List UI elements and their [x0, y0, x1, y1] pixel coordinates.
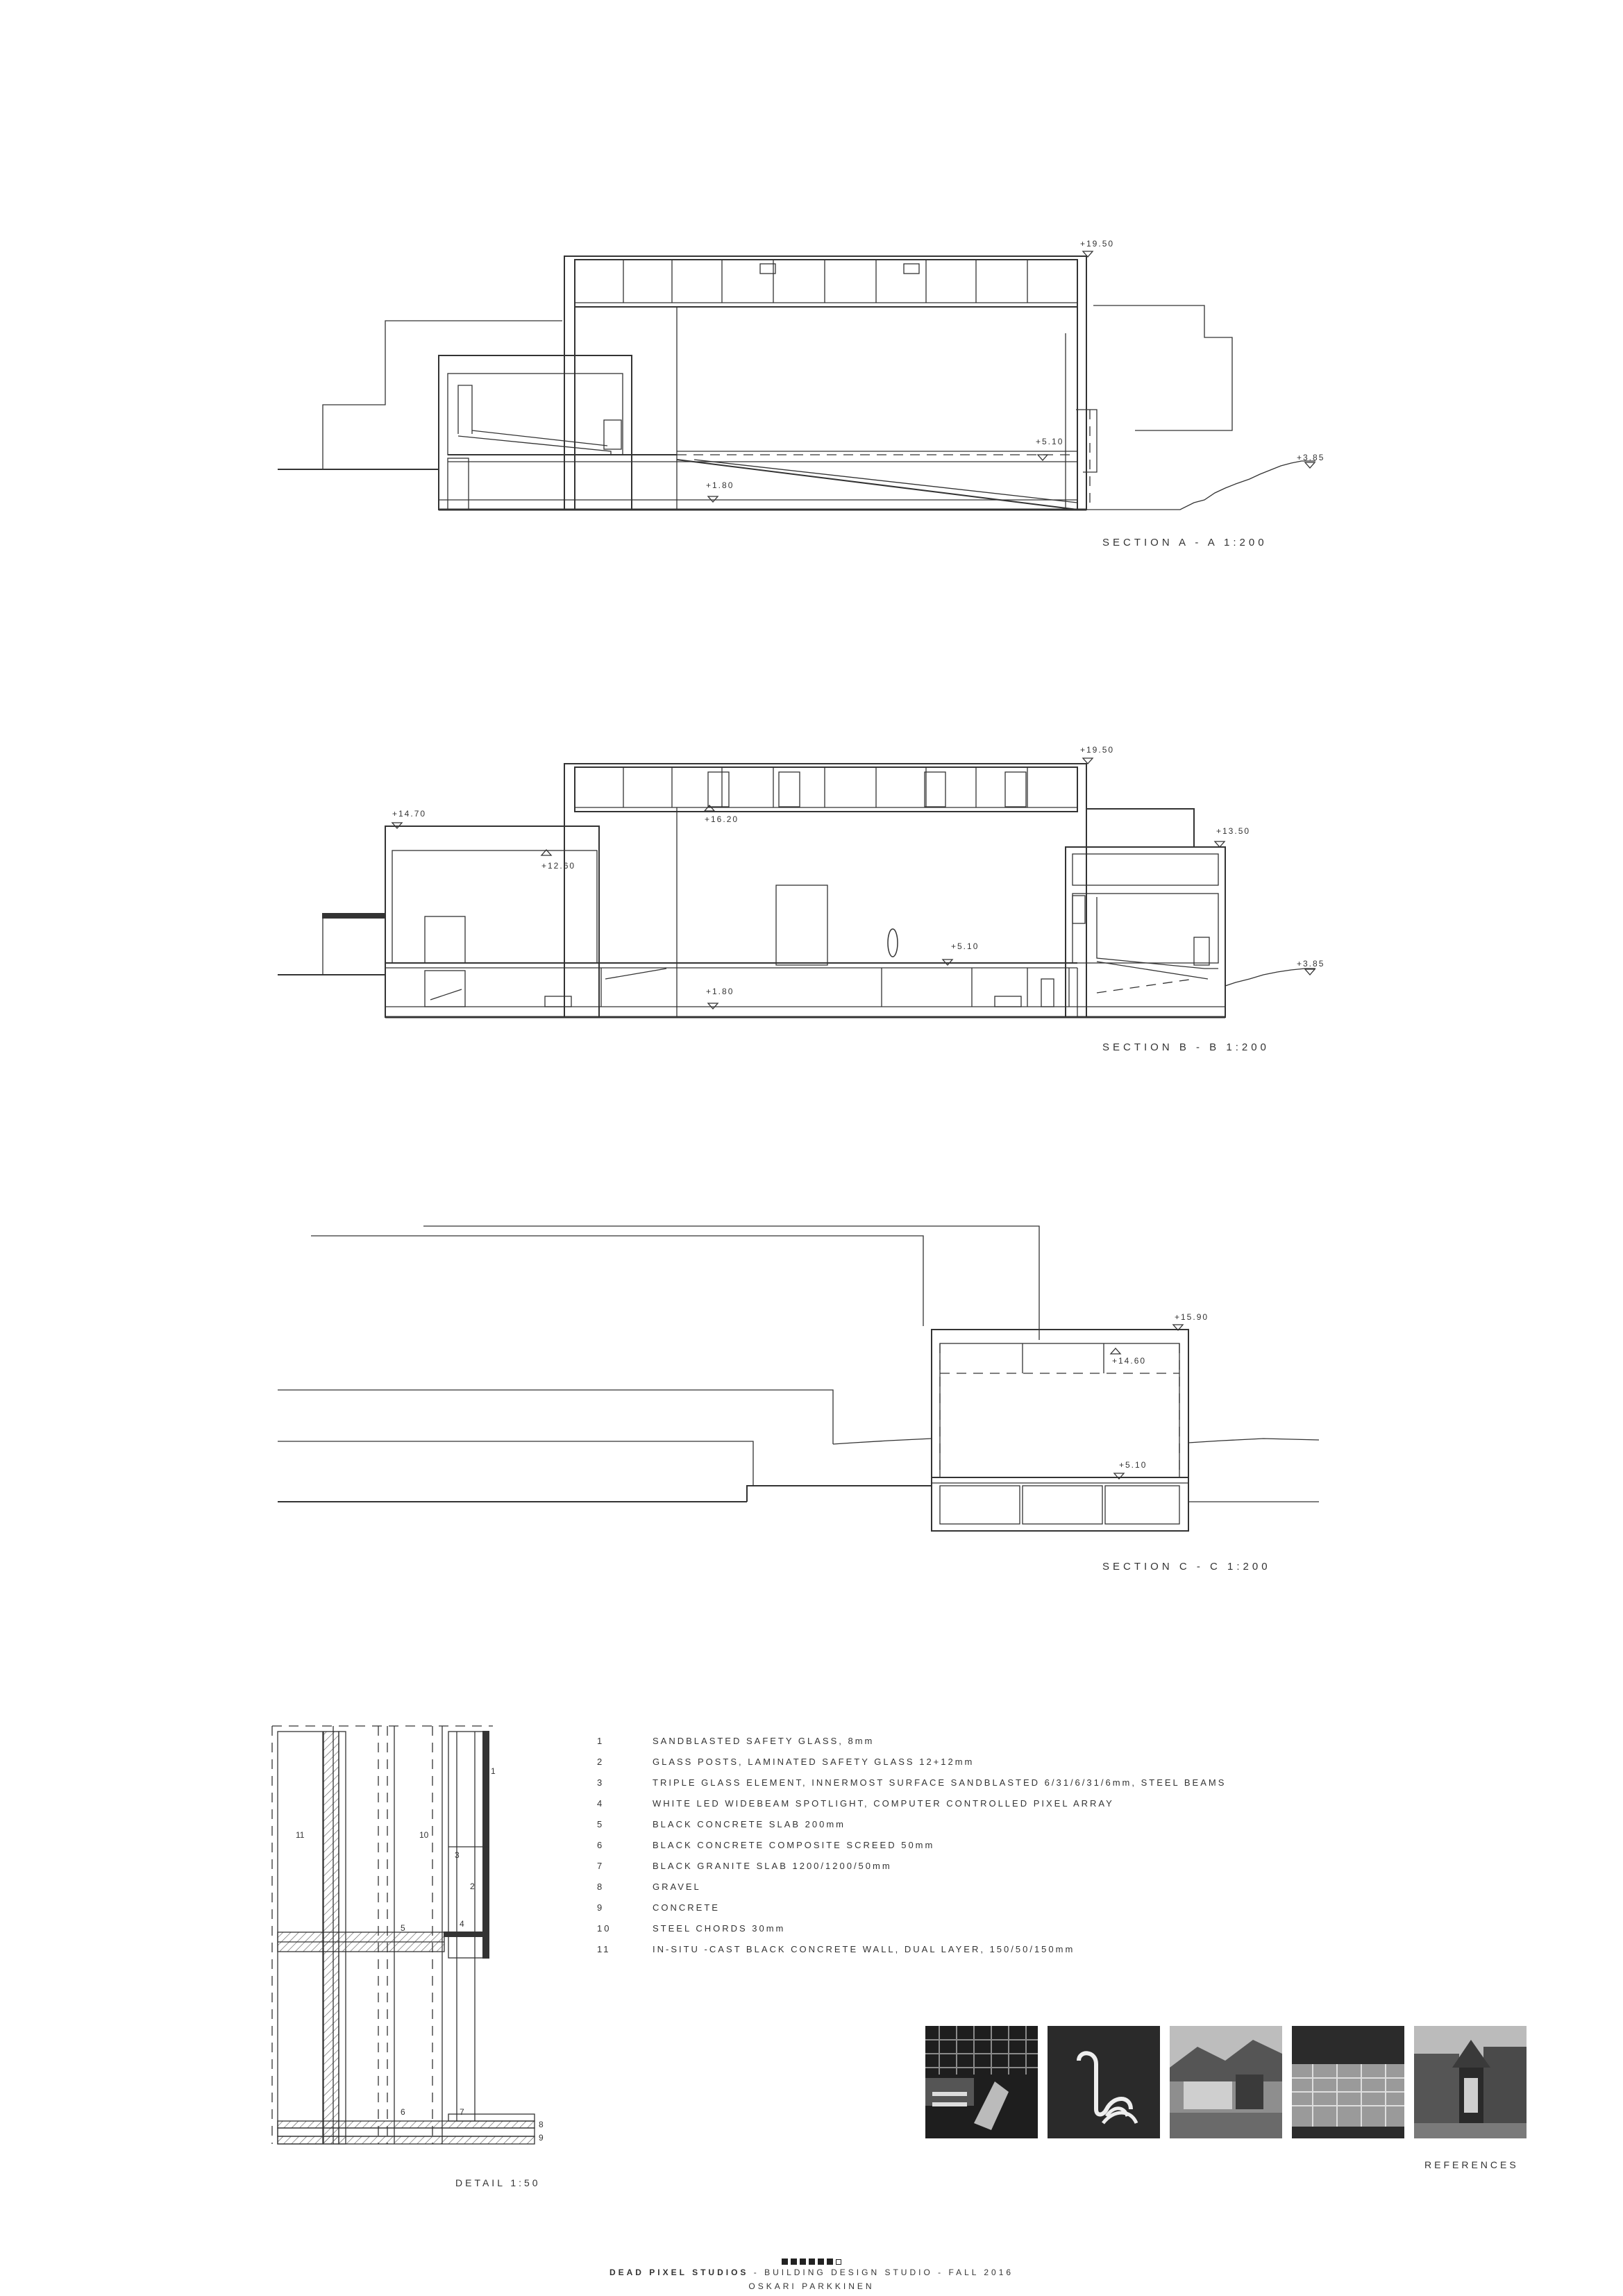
legend-text: CONCRETE — [653, 1902, 720, 1913]
legend-number: 11 — [597, 1944, 611, 1954]
square-icon — [791, 2259, 797, 2265]
reference-image-grid-ceiling — [925, 2026, 1038, 2138]
detail-number: 9 — [539, 2133, 544, 2143]
detail-number: 11 — [296, 1830, 305, 1840]
legend-text: IN-SITU -CAST BLACK CONCRETE WALL, DUAL LAYER, 150/50/150mm — [653, 1944, 1075, 1954]
detail-number: 4 — [460, 1919, 464, 1929]
square-icon — [800, 2259, 806, 2265]
section-c-drawing — [278, 1226, 1319, 1531]
reference-image-glass-blocks — [1292, 2026, 1404, 2138]
section-a-drawing — [278, 251, 1315, 510]
legend-item — [597, 1798, 1222, 1813]
detail-number: 5 — [401, 1923, 405, 1933]
legend-item — [597, 1736, 1222, 1751]
level-label: +12.60 — [541, 861, 576, 871]
course-name: - BUILDING DESIGN STUDIO - FALL 2016 — [748, 2268, 1014, 2277]
level-label: +19.50 — [1080, 239, 1115, 249]
level-label: +3.85 — [1297, 453, 1325, 462]
legend-number: 7 — [597, 1861, 605, 1871]
logo-squares — [782, 2256, 844, 2268]
legend-item — [597, 1882, 1222, 1897]
legend-text: GRAVEL — [653, 1882, 701, 1892]
legend-text: SANDBLASTED SAFETY GLASS, 8mm — [653, 1736, 875, 1746]
level-label: +1.80 — [706, 480, 734, 490]
footer-line-1 — [0, 2268, 1623, 2277]
level-label: +5.10 — [1036, 437, 1064, 446]
level-label: +19.50 — [1080, 745, 1115, 755]
legend-number: 8 — [597, 1882, 605, 1892]
section-b-title: SECTION B - B 1:200 — [1102, 1041, 1270, 1053]
square-outline-icon — [836, 2259, 841, 2265]
detail-number: 1 — [491, 1766, 496, 1776]
legend-text: TRIPLE GLASS ELEMENT, INNERMOST SURFACE SANDBLASTED 6/31/6/31/6mm, STEEL BEAMS — [653, 1777, 1227, 1788]
section-a-title: SECTION A - A 1:200 — [1102, 537, 1268, 548]
level-label: +15.90 — [1175, 1312, 1209, 1322]
level-label: +1.80 — [706, 987, 734, 996]
detail-drawing — [272, 1726, 535, 2144]
reference-image-swan-logo — [1048, 2026, 1160, 2138]
level-label: +14.60 — [1112, 1356, 1147, 1366]
square-icon — [809, 2259, 815, 2265]
legend-number: 4 — [597, 1798, 605, 1809]
detail-title: DETAIL 1:50 — [455, 2177, 541, 2188]
square-icon — [782, 2259, 788, 2265]
author-name: OSKARI PARKKINEN — [748, 2281, 875, 2291]
detail-number: 6 — [401, 2107, 405, 2117]
reference-image-ruins — [1170, 2026, 1282, 2138]
studio-name: DEAD PIXEL STUDIOS — [609, 2268, 749, 2277]
square-icon — [818, 2259, 824, 2265]
legend-text: BLACK GRANITE SLAB 1200/1200/50mm — [653, 1861, 892, 1871]
level-label: +13.50 — [1216, 826, 1251, 836]
legend-text: WHITE LED WIDEBEAM SPOTLIGHT, COMPUTER CONTROLLED PIXEL ARRAY — [653, 1798, 1114, 1809]
level-label: +16.20 — [705, 814, 739, 824]
legend-text: STEEL CHORDS 30mm — [653, 1923, 786, 1934]
level-label: +14.70 — [392, 809, 427, 819]
legend-item — [597, 1944, 1222, 1959]
legend-text: GLASS POSTS, LAMINATED SAFETY GLASS 12+12mm — [653, 1757, 975, 1767]
square-icon — [827, 2259, 833, 2265]
legend-number: 9 — [597, 1902, 605, 1913]
section-c-title: SECTION C - C 1:200 — [1102, 1561, 1271, 1573]
level-label: +3.85 — [1297, 959, 1325, 969]
legend-item — [597, 1840, 1222, 1855]
legend-number: 2 — [597, 1757, 605, 1767]
legend-text: BLACK CONCRETE COMPOSITE SCREED 50mm — [653, 1840, 935, 1850]
legend-number: 10 — [597, 1923, 612, 1934]
legend-item — [597, 1923, 1222, 1938]
reference-image-wooden-gate — [1414, 2026, 1527, 2138]
legend-text: BLACK CONCRETE SLAB 200mm — [653, 1819, 846, 1829]
legend-number: 6 — [597, 1840, 605, 1850]
level-label: +5.10 — [1119, 1460, 1147, 1470]
legend-item — [597, 1819, 1222, 1834]
section-b-drawing — [278, 758, 1315, 1017]
legend-item — [597, 1777, 1227, 1793]
legend-number: 1 — [597, 1736, 605, 1746]
legend-number: 3 — [597, 1777, 605, 1788]
level-label: +5.10 — [951, 941, 979, 951]
legend-number: 5 — [597, 1819, 605, 1829]
references-title: REFERENCES — [1424, 2159, 1519, 2170]
detail-number: 7 — [460, 2107, 464, 2117]
detail-number: 8 — [539, 2120, 544, 2129]
legend-item — [597, 1902, 1222, 1918]
legend-item — [597, 1757, 1222, 1772]
legend-item — [597, 1861, 1222, 1876]
detail-number: 10 — [419, 1830, 429, 1840]
detail-number: 3 — [455, 1850, 460, 1860]
detail-number: 2 — [470, 1882, 475, 1891]
